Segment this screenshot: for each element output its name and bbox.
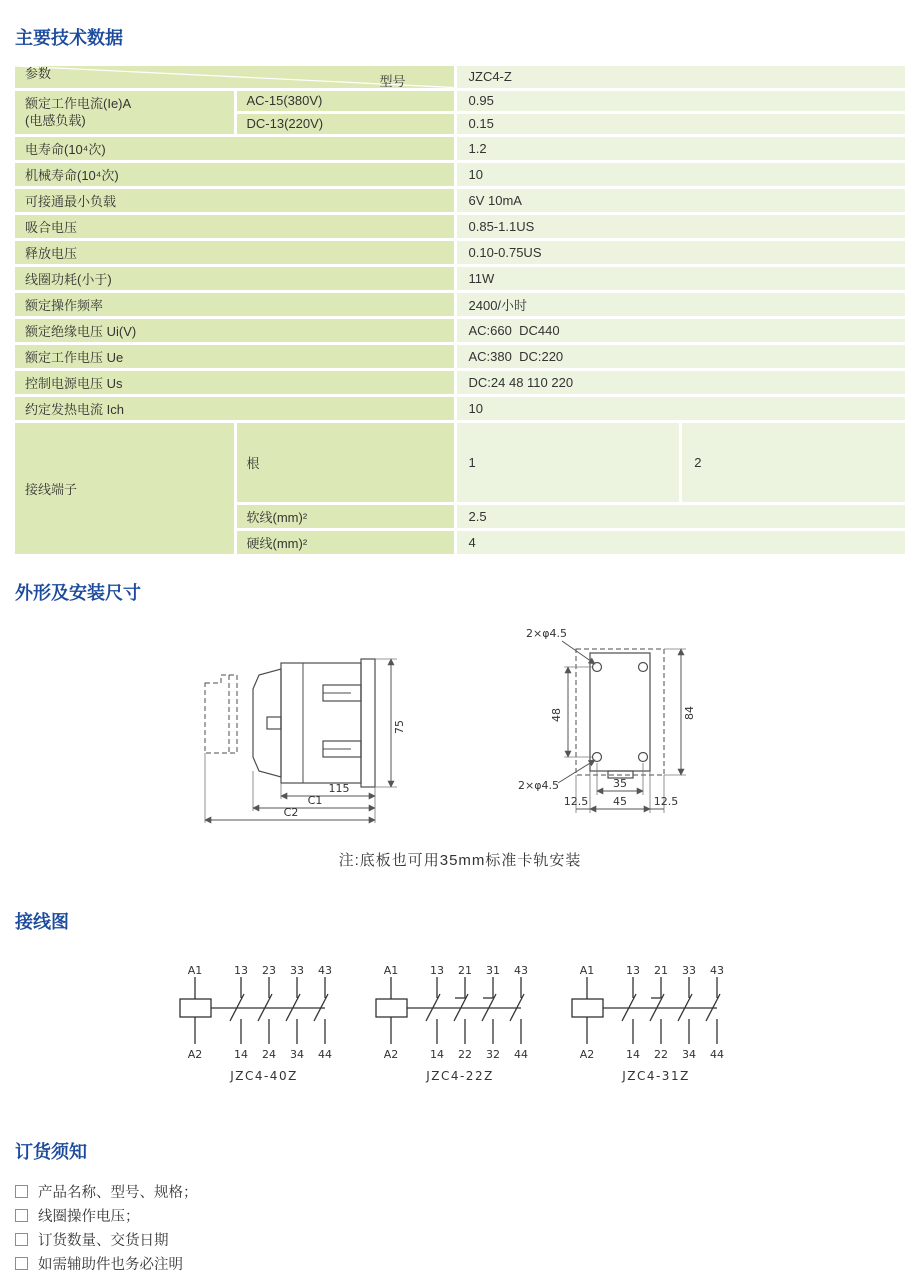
svg-text:43: 43 xyxy=(318,963,332,977)
dim-mid-label: 45 xyxy=(612,794,627,808)
svg-text:22: 22 xyxy=(654,1047,668,1061)
sub-param-solid-wire: 硬线(mm)² xyxy=(235,529,455,555)
table-row xyxy=(15,239,905,265)
param-label: 吸合电压 xyxy=(15,213,455,239)
wiring-diagram-jzc4-31z xyxy=(571,964,741,1084)
dim-width-label: 115 xyxy=(328,781,349,795)
dim-pitch-h-label: 35 xyxy=(612,776,627,790)
spec-table xyxy=(15,66,905,557)
param-value: 10 xyxy=(455,395,905,421)
table-row xyxy=(15,291,905,317)
coil-a2-label: A2 xyxy=(383,1047,399,1061)
svg-text:13: 13 xyxy=(626,963,640,977)
svg-text:14: 14 xyxy=(626,1047,640,1061)
dim-left-label: 12.5 xyxy=(563,794,588,808)
dim-c1-label: C1 xyxy=(307,793,322,807)
ordering-item-text: 订货数量、交货日期 xyxy=(38,1233,169,1249)
svg-text:21: 21 xyxy=(458,963,472,977)
list-item xyxy=(15,1204,920,1228)
svg-text:43: 43 xyxy=(514,963,528,977)
dim-c2-label: C2 xyxy=(283,805,298,819)
coil-a2-label: A2 xyxy=(187,1047,203,1061)
svg-text:44: 44 xyxy=(514,1047,528,1061)
svg-text:34: 34 xyxy=(682,1047,696,1061)
table-row xyxy=(15,89,905,112)
value-ac15: 0.95 xyxy=(455,89,905,112)
param-label: 可接通最小负载 xyxy=(15,187,455,213)
ordering-item-text: 产品名称、型号、规格； xyxy=(38,1185,198,1201)
wiring-diagram-jzc4-22z xyxy=(375,964,545,1084)
svg-text:33: 33 xyxy=(682,963,696,977)
table-row xyxy=(15,369,905,395)
table-row xyxy=(15,187,905,213)
value-flexible-wire: 2.5 xyxy=(455,503,905,529)
section-title-specs: 主要技术数据 xyxy=(15,28,123,48)
sub-param-ac15: AC-15(380V) xyxy=(235,89,455,112)
section-title-wiring: 接线图 xyxy=(15,911,69,932)
param-label: 机械寿命(10⁴次) xyxy=(15,161,455,187)
wiring-diagram-jzc4-40z xyxy=(179,964,349,1084)
table-row xyxy=(15,421,905,503)
param-label: 额定操作频率 xyxy=(15,291,455,317)
svg-text:34: 34 xyxy=(290,1047,304,1061)
param-terminals: 接线端子 xyxy=(15,421,235,555)
coil-a2-label: A2 xyxy=(579,1047,595,1061)
list-item xyxy=(15,1252,920,1276)
table-row xyxy=(15,135,905,161)
svg-text:43: 43 xyxy=(710,963,724,977)
list-item xyxy=(15,1180,920,1204)
checkbox-icon xyxy=(15,1185,28,1198)
diagram-name: JZC4-31Z xyxy=(622,1068,690,1083)
value-dc13: 0.15 xyxy=(455,112,905,135)
svg-text:44: 44 xyxy=(318,1047,332,1061)
ordering-item-text: 如需辅助件也务必注明 xyxy=(38,1257,183,1273)
checkbox-icon xyxy=(15,1233,28,1246)
svg-text:33: 33 xyxy=(290,963,304,977)
table-row xyxy=(15,317,905,343)
wiring-diagrams xyxy=(0,964,920,1084)
header-model-value: JZC4-Z xyxy=(455,66,905,89)
dimension-drawings xyxy=(0,623,920,827)
side-view-drawing xyxy=(191,649,426,827)
param-value: 6V 10mA xyxy=(455,187,905,213)
param-value: 11W xyxy=(455,265,905,291)
param-label: 线圈功耗(小于) xyxy=(15,265,455,291)
table-row xyxy=(15,343,905,369)
checkbox-icon xyxy=(15,1257,28,1270)
checkbox-icon xyxy=(15,1209,28,1222)
param-label: 约定发热电流 Ich xyxy=(15,395,455,421)
param-rated-current: 额定工作电流(Ie)A (电感负载) xyxy=(15,89,235,135)
holes-top-label: 2×φ4.5 xyxy=(525,626,567,640)
param-label: 额定绝缘电压 Ui(V) xyxy=(15,317,455,343)
sub-param-wires-count: 根 xyxy=(235,421,455,503)
table-row xyxy=(15,161,905,187)
param-label: 电寿命(10⁴次) xyxy=(15,135,455,161)
svg-text:24: 24 xyxy=(262,1047,276,1061)
param-value: 0.10-0.75US xyxy=(455,239,905,265)
header-diagonal-cell xyxy=(15,66,455,89)
svg-text:13: 13 xyxy=(234,963,248,977)
param-value: AC:380 DC:220 xyxy=(455,343,905,369)
diagram-name: JZC4-22Z xyxy=(426,1068,494,1083)
svg-text:14: 14 xyxy=(430,1047,444,1061)
mounting-note: 注:底板也可用35mm标准卡轨安装 xyxy=(338,851,582,869)
dim-pitch-v-label: 48 xyxy=(549,707,563,722)
dim-height-label: 75 xyxy=(392,719,406,734)
dim-right-label: 12.5 xyxy=(653,794,678,808)
svg-text:22: 22 xyxy=(458,1047,472,1061)
value-wires-count-2: 2 xyxy=(694,454,702,470)
list-item xyxy=(15,1228,920,1252)
param-label: 释放电压 xyxy=(15,239,455,265)
param-value: AC:660 DC440 xyxy=(455,317,905,343)
header-model-label: 型号 xyxy=(379,74,406,89)
coil-a1-label: A1 xyxy=(579,963,595,977)
table-row xyxy=(15,213,905,239)
value-wires-count-1: 1 xyxy=(457,423,683,502)
section-title-dimensions: 外形及安装尺寸 xyxy=(15,582,141,603)
section-title-ordering: 订货须知 xyxy=(15,1141,87,1162)
sub-param-dc13: DC-13(220V) xyxy=(235,112,455,135)
svg-text:14: 14 xyxy=(234,1047,248,1061)
svg-text:32: 32 xyxy=(486,1047,500,1061)
header-param-label: 参数 xyxy=(25,65,52,81)
value-wires-count xyxy=(455,421,905,503)
dim-height-label: 84 xyxy=(682,705,696,720)
param-label: 额定工作电压 Ue xyxy=(15,343,455,369)
value-solid-wire: 4 xyxy=(455,529,905,555)
coil-a1-label: A1 xyxy=(187,963,203,977)
ordering-list xyxy=(15,1180,920,1276)
param-label: 控制电源电压 Us xyxy=(15,369,455,395)
table-header-row xyxy=(15,66,905,89)
ordering-item-text: 线圈操作电压； xyxy=(38,1209,140,1225)
param-value: 1.2 xyxy=(455,135,905,161)
coil-a1-label: A1 xyxy=(383,963,399,977)
holes-bottom-label: 2×φ4.5 xyxy=(517,778,559,792)
svg-text:21: 21 xyxy=(654,963,668,977)
diagram-name: JZC4-40Z xyxy=(230,1068,298,1083)
svg-text:13: 13 xyxy=(430,963,444,977)
param-value: 0.85-1.1US xyxy=(455,213,905,239)
svg-text:31: 31 xyxy=(486,963,500,977)
svg-text:44: 44 xyxy=(710,1047,724,1061)
sub-param-flexible-wire: 软线(mm)² xyxy=(235,503,455,529)
param-value: DC:24 48 110 220 xyxy=(455,369,905,395)
footprint-drawing xyxy=(518,623,730,815)
table-row xyxy=(15,265,905,291)
param-value: 2400/小时 xyxy=(455,291,905,317)
svg-text:23: 23 xyxy=(262,963,276,977)
param-value: 10 xyxy=(455,161,905,187)
